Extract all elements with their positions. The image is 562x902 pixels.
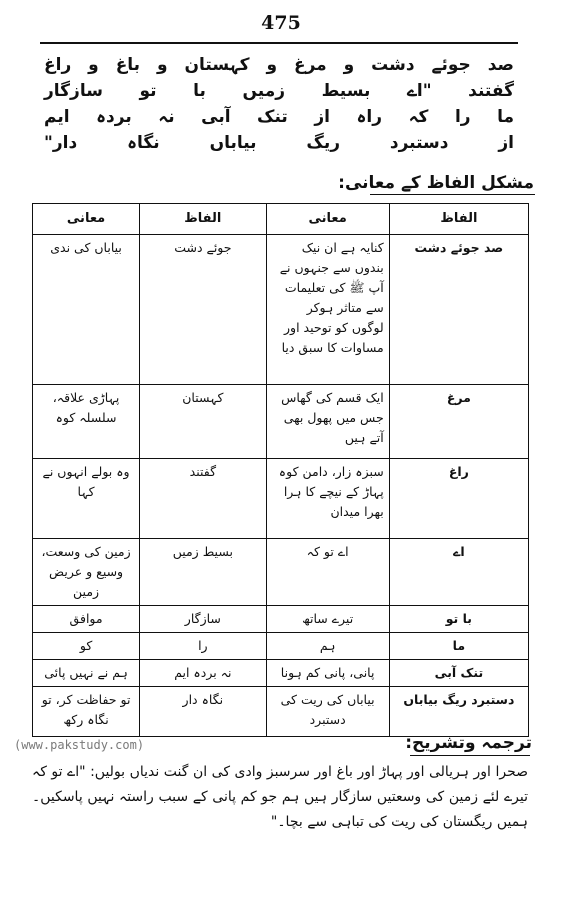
row-meaning: سبزہ زار، دامن کوہ پہاڑ کے نیچے کا ہرا بھرا میدان: [266, 459, 389, 539]
table-row: [33, 633, 529, 660]
row-word: ما: [389, 633, 528, 660]
row-word: تنک آبی: [389, 660, 528, 687]
row-word-2: را: [140, 633, 266, 660]
row-word-2: جوئے دشت: [140, 235, 266, 385]
header-meaning-2: معانی: [33, 204, 140, 235]
table-header-row: [33, 204, 529, 235]
row-meaning: کنایہ ہے ان نیک بندوں سے جنہوں نے آپ ﷺ کی تعلیمات سے متاثر ہوکر لوگوں کو توحید اور مساوات کا سبق دیا: [266, 235, 389, 385]
row-meaning: اے تو کہ: [266, 539, 389, 606]
row-word: مرغ: [389, 385, 528, 459]
row-word-2: گفتند: [140, 459, 266, 539]
row-meaning-2: کو: [33, 633, 140, 660]
row-word: اے: [389, 539, 528, 606]
translation-heading-underline: [410, 755, 530, 756]
row-meaning: تیرے ساتھ: [266, 606, 389, 633]
table-row: [33, 660, 529, 687]
row-meaning-2: پہاڑی علاقہ، سلسلہ کوہ: [33, 385, 140, 459]
row-word-2: بسیط زمیں: [140, 539, 266, 606]
header-word-1: الفاظ: [389, 204, 528, 235]
row-meaning: ایک قسم کی گھاس جس میں پھول بھی آتے ہیں: [266, 385, 389, 459]
row-meaning-2: وہ بولے انہوں نے کہا: [33, 459, 140, 539]
row-word: راغ: [389, 459, 528, 539]
row-meaning: بیاباں کی ریت کی دستبرد: [266, 687, 389, 737]
row-meaning-2: زمین کی وسعت، وسیع و عریض زمین: [33, 539, 140, 606]
row-meaning: پانی، پانی کم ہونا: [266, 660, 389, 687]
row-word-2: کہستان: [140, 385, 266, 459]
verse-line-1: صد جوئے دشت و مرغ و کہستان و باغ و راغ: [44, 55, 514, 75]
verse-line-2: گفتند "اے بسیط زمیں با تو سازگار: [44, 81, 514, 101]
row-meaning-2: بیاباں کی ندی: [33, 235, 140, 385]
row-word-2: نگاہ دار: [140, 687, 266, 737]
translation-paragraph: صحرا اور ہریالی اور پہاڑ اور باغ اور سرسبز وادی کی ان گنت ندیاں بولیں: "اے تو کہ تیرے لئے زمین کی وسعتیں سازگار ہیں ہم جو کم پانی کے سبب راستہ نہیں پاسکیں۔ ہمیں ریگستان کی ریت کی تباہی سے بچا۔": [32, 764, 528, 830]
header-meaning-1: معانی: [266, 204, 389, 235]
row-meaning-2: ہم نے نہیں پائی: [33, 660, 140, 687]
table-row: [33, 539, 529, 606]
table-row: [33, 385, 529, 459]
table-row: [33, 235, 529, 385]
top-divider: [40, 42, 518, 44]
verse-line-4: از دستبرد ریگ بیاباں نگاہ دار": [44, 133, 514, 153]
table-row: [33, 687, 529, 737]
glossary-heading-underline: [370, 194, 535, 195]
row-meaning: ہم: [266, 633, 389, 660]
header-word-2: الفاظ: [140, 204, 266, 235]
table-row: [33, 459, 529, 539]
row-meaning-2: تو حفاظت کر، تو نگاہ رکھ: [33, 687, 140, 737]
glossary-heading: مشکل الفاظ کے معانی:: [338, 173, 534, 193]
row-word: دستبرد ریگ بیاباں: [389, 687, 528, 737]
row-word: صد جوئے دشت: [389, 235, 528, 385]
row-word: با تو: [389, 606, 528, 633]
watermark: (www.pakstudy.com): [14, 738, 145, 752]
glossary-table: [32, 203, 529, 737]
verse-line-3: ما را کہ راہ از تنک آبی نہ بردہ ایم: [44, 107, 514, 127]
translation-heading: ترجمہ وتشریح:: [405, 733, 532, 753]
row-word-2: نہ بردہ ایم: [140, 660, 266, 687]
row-word-2: سازگار: [140, 606, 266, 633]
page-number: 475: [261, 12, 301, 34]
row-meaning-2: موافق: [33, 606, 140, 633]
table-row: [33, 606, 529, 633]
